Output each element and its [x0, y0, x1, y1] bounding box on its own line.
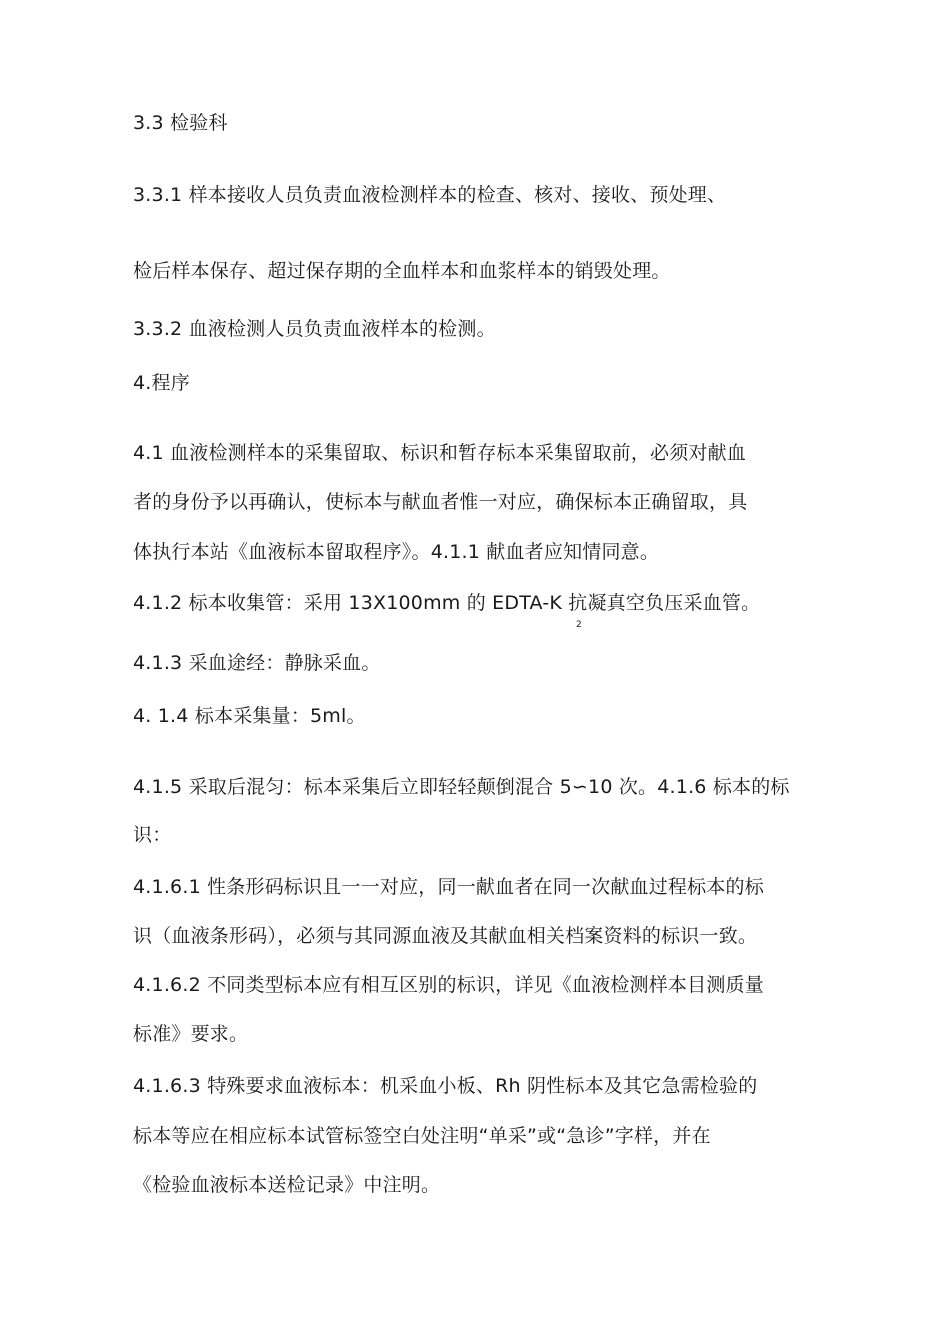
- text-line: 者的身份予以再确认，使标本与献血者惟一对应，确保标本正确留取，具: [133, 491, 748, 513]
- text-line: 检后样本保存、超过保存期的全血样本和血浆样本的销毁处理。: [133, 260, 671, 282]
- text-line: 3.3 检验科: [133, 112, 228, 134]
- text-line: 体执行本站《血液标本留取程序》。4.1.1 献血者应知情同意。: [133, 541, 660, 563]
- text-line: 4.1.3 采血途经：静脉采血。: [133, 652, 381, 674]
- text-line: 3.3.2 血液检测人员负责血液样本的检测。: [133, 318, 496, 340]
- text-line: 4.1.5 采取后混匀：标本采集后立即轻轻颠倒混合 5∽10 次。4.1.6 标本的标: [133, 776, 790, 798]
- text-line: 标准》要求。: [133, 1023, 249, 1045]
- text-line: 4.1.2 标本收集管：采用 13X100mm 的 EDTA-K 抗凝真空负压采血管。: [133, 592, 761, 614]
- text-line: 4.1.6.3 特殊要求血液标本：机采血小板、Rh 阴性标本及其它急需检验的: [133, 1075, 758, 1097]
- text-line: 4.程序: [133, 372, 190, 394]
- text-line: 识（血液条形码），必须与其同源血液及其献血相关档案资料的标识一致。: [133, 925, 758, 947]
- text-line: 4.1.6.1 性条形码标识且一一对应，同一献血者在同一次献血过程标本的标: [133, 876, 764, 898]
- text-line: 3.3.1 样本接收人员负责血液检测样本的检查、核对、接收、预处理、: [133, 184, 727, 206]
- text-line: 标本等应在相应标本试管标签空白处注明“单采”或“急诊”字样，并在: [133, 1125, 711, 1147]
- text-line: 4.1 血液检测样本的采集留取、标识和暂存标本采集留取前，必须对献血: [133, 442, 747, 464]
- text-line: 4.1.6.2 不同类型标本应有相互区别的标识，详见《血液检测样本目测质量: [133, 974, 764, 996]
- text-line: 《检验血液标本送检记录》中注明。: [133, 1174, 441, 1196]
- subscript-2: 2: [576, 620, 582, 630]
- text-line: 识：: [133, 824, 172, 846]
- text-line: 4. 1.4 标本采集量：5ml。: [133, 705, 366, 727]
